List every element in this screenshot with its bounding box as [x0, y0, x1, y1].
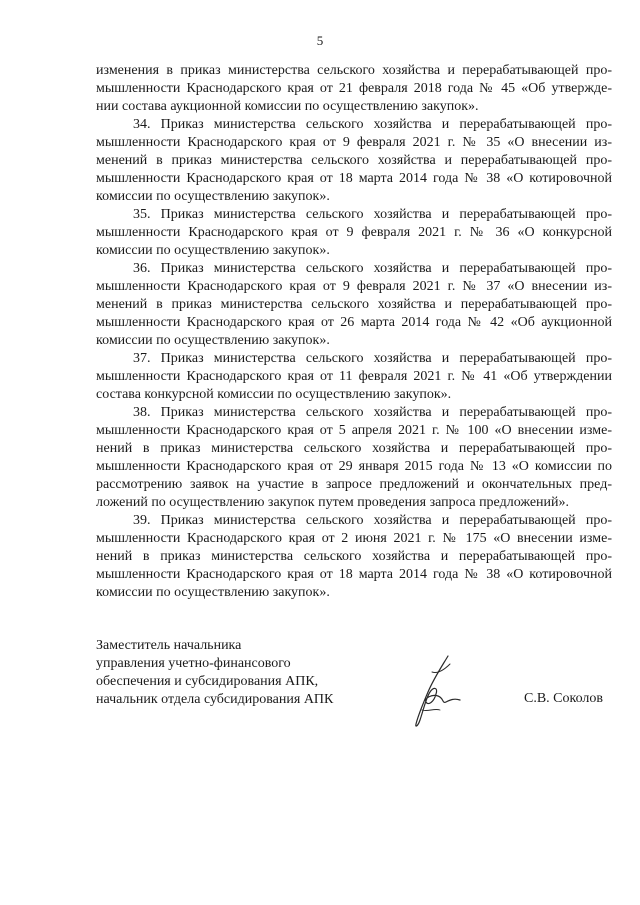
- text-line: рассмотрению заявок на участие в запросе предложений и окончательных пред-: [96, 477, 612, 492]
- text-line: мышленности Краснодарского края от 9 февраля 2021 г. № 35 «О внесении из-: [96, 135, 612, 150]
- text-line: ложений по осуществлению закупок путем проведения запроса предложений».: [96, 495, 570, 510]
- text-line: комиссии по осуществлению закупок».: [96, 243, 330, 258]
- text-line: мышленности Краснодарского края от 5 апреля 2021 г. № 100 «О внесении изме-: [96, 423, 612, 438]
- position-line: управления учетно-финансового: [96, 656, 291, 671]
- text-line: менений в приказ министерства сельского хозяйства и перерабатывающей про-: [96, 297, 612, 312]
- page-number: 5: [316, 33, 324, 48]
- text-line: мышленности Краснодарского края от 9 февраля 2021 г. № 36 «О конкурсной: [96, 225, 612, 240]
- text-line: менений в приказ министерства сельского хозяйства и перерабатывающей про-: [96, 153, 612, 168]
- text-line: 36. Приказ министерства сельского хозяйства и перерабатывающей про-: [133, 261, 612, 276]
- text-line: 35. Приказ министерства сельского хозяйства и перерабатывающей про-: [133, 207, 612, 222]
- signatory-position: [96, 637, 333, 709]
- handwritten-signature-icon: [404, 652, 468, 732]
- text-line: 38. Приказ министерства сельского хозяйства и перерабатывающей про-: [133, 405, 612, 420]
- paragraph: [96, 116, 612, 206]
- text-line: мышленности Краснодарского края от 2 июня 2021 г. № 175 «О внесении изме-: [96, 531, 612, 546]
- text-line: мышленности Краснодарского края от 29 января 2015 года № 13 «О комиссии по: [96, 459, 612, 474]
- text-line: комиссии по осуществлению закупок».: [96, 333, 330, 348]
- text-line: мышленности Краснодарского края от 18 марта 2014 года № 38 «О котировочной: [96, 567, 612, 582]
- signer-name: С.В. Соколов: [524, 691, 604, 706]
- text-line: 37. Приказ министерства сельского хозяйства и перерабатывающей про-: [133, 351, 612, 366]
- text-line: мышленности Краснодарского края от 18 марта 2014 года № 38 «О котировочной: [96, 171, 612, 186]
- text-line: нии состава аукционной комиссии по осуществлению закупок».: [96, 99, 479, 114]
- paragraph: [96, 404, 612, 512]
- paragraph: [96, 512, 612, 602]
- document-body: [96, 62, 612, 602]
- text-line: нений в приказ министерства сельского хозяйства и перерабатывающей про-: [96, 549, 612, 564]
- text-line: состава конкурсной комиссии по осуществлению закупок».: [96, 387, 452, 402]
- position-line: начальник отдела субсидирования АПК: [96, 692, 334, 707]
- paragraph: [96, 62, 612, 116]
- text-line: мышленности Краснодарского края от 21 февраля 2018 года № 45 «Об утвержде-: [96, 81, 612, 96]
- text-line: нений в приказ министерства сельского хозяйства и перерабатывающей про-: [96, 441, 612, 456]
- paragraph: [96, 260, 612, 350]
- paragraph: [96, 350, 612, 404]
- text-line: комиссии по осуществлению закупок».: [96, 585, 330, 600]
- text-line: 39. Приказ министерства сельского хозяйства и перерабатывающей про-: [133, 513, 612, 528]
- text-line: мышленности Краснодарского края от 26 марта 2014 года № 42 «Об аукционной: [96, 315, 612, 330]
- text-line: мышленности Краснодарского края от 9 февраля 2021 г. № 37 «О внесении из-: [96, 279, 612, 294]
- text-line: 34. Приказ министерства сельского хозяйства и перерабатывающей про-: [133, 117, 612, 132]
- text-line: изменения в приказ министерства сельского хозяйства и перерабатывающей про-: [96, 63, 612, 78]
- position-line: Заместитель начальника: [96, 638, 242, 653]
- position-line: обеспечения и субсидирования АПК,: [96, 674, 319, 689]
- text-line: мышленности Краснодарского края от 11 февраля 2021 г. № 41 «Об утверждении: [96, 369, 612, 384]
- text-line: комиссии по осуществлению закупок».: [96, 189, 330, 204]
- paragraph: [96, 206, 612, 260]
